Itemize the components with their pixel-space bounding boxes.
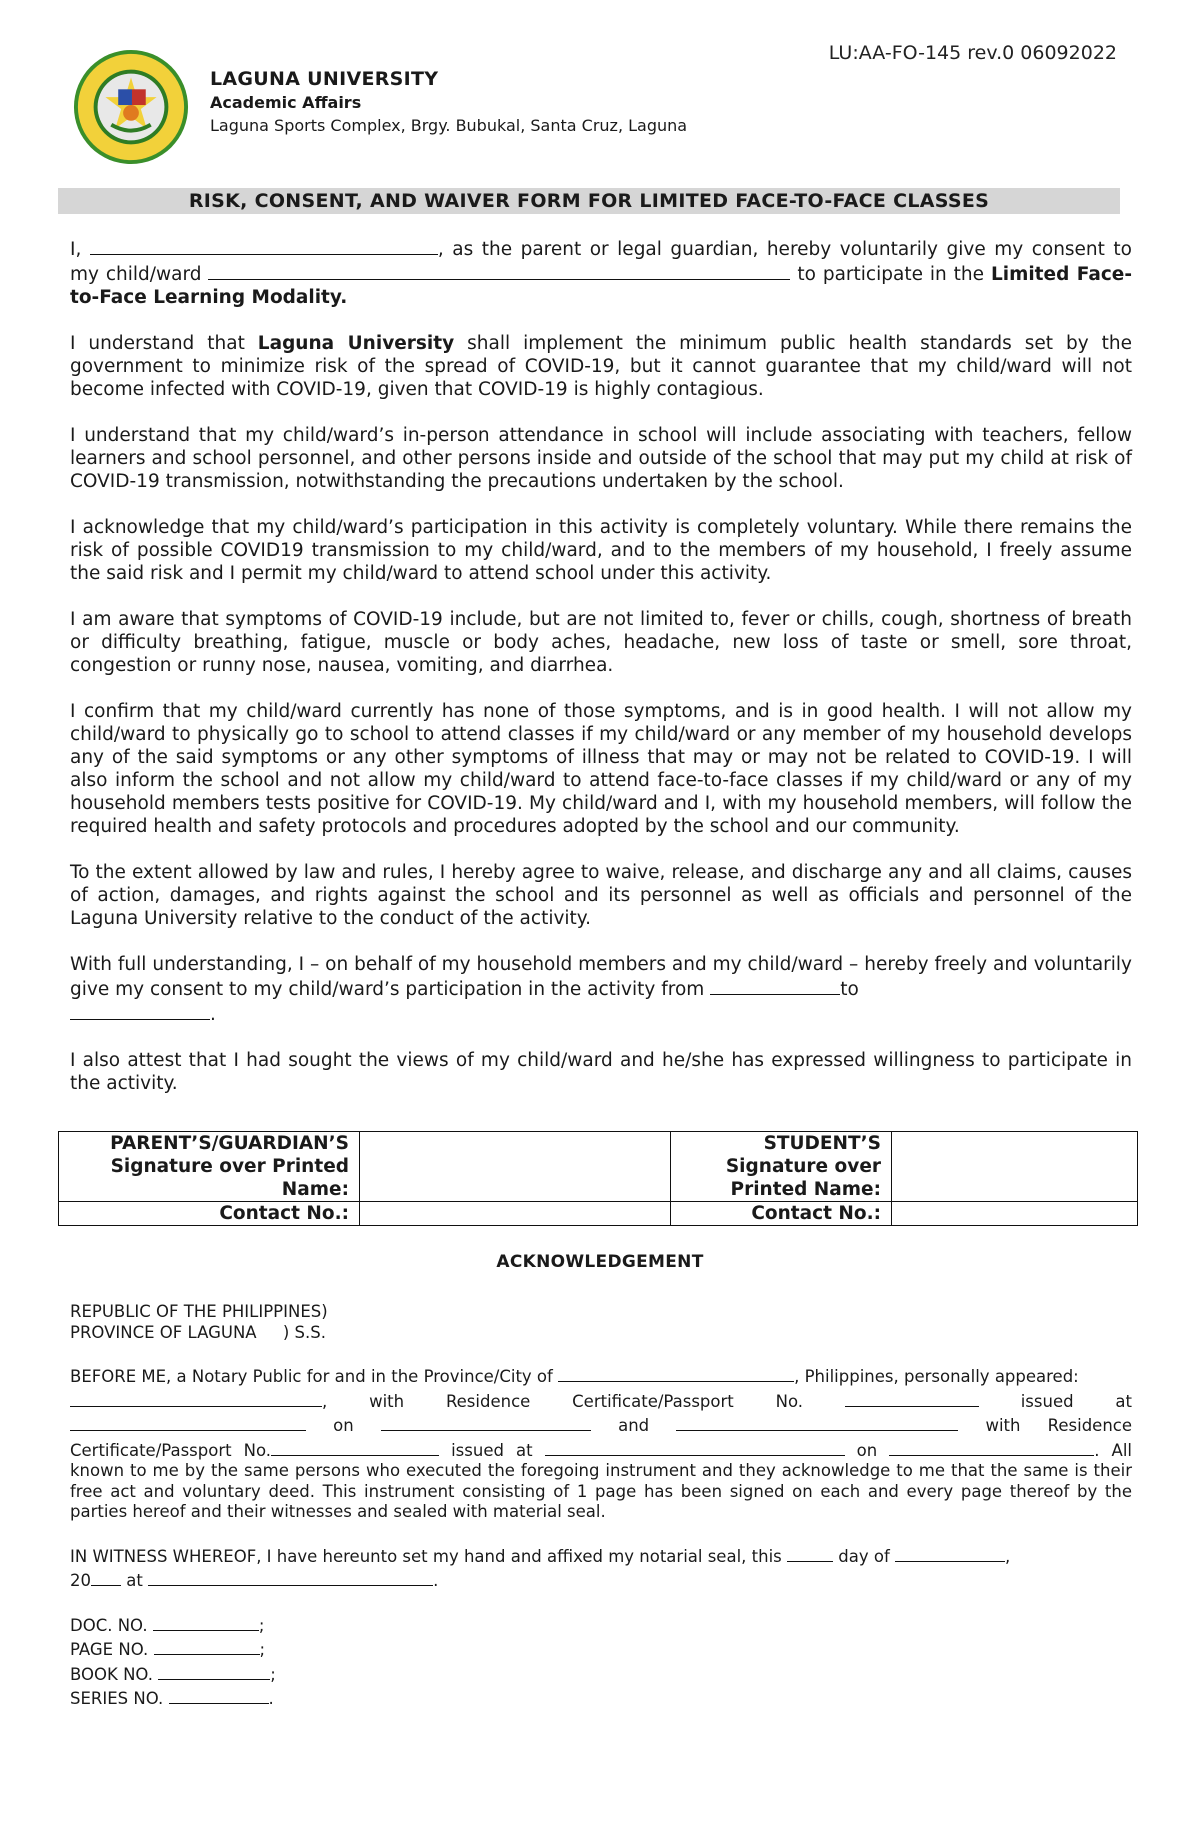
university-address: Laguna Sports Complex, Brgy. Bubukal, Santa Cruz, Laguna — [210, 116, 688, 135]
witness-text: IN WITNESS WHEREOF, I have hereunto set my hand and affixed my notarial seal, this — [70, 1546, 782, 1566]
paragraph-waiver: To the extent allowed by law and rules, I hereby agree to waive, release, and discharge any and all claims, causes of action, damages, and rights against the school and its personnel as well as officials and personnel of the Laguna University relative to the conduct of the activity. — [70, 862, 1132, 929]
university-name: LAGUNA UNIVERSITY — [210, 68, 439, 90]
student-contact-field[interactable] — [892, 1202, 1138, 1226]
text-modality: Limited Face-to-Face Learning Modality. — [70, 264, 1133, 308]
text-participate: to participate in the — [797, 264, 985, 285]
republic-text: REPUBLIC OF THE PHILIPPINES) — [70, 1302, 328, 1321]
issued-date-field-1[interactable] — [381, 1412, 591, 1431]
text-university: Laguna University — [257, 333, 455, 354]
witness-paragraph — [70, 1543, 1132, 1592]
series-no-label: SERIES NO. — [70, 1689, 164, 1708]
with2-text: with — [985, 1416, 1021, 1435]
doc-no-field[interactable] — [153, 1612, 259, 1631]
issued-at-text: issued at — [451, 1440, 533, 1460]
page-no-field[interactable] — [154, 1636, 260, 1655]
witness-end-text: . — [433, 1571, 439, 1590]
notary-section — [70, 1302, 1132, 1710]
text-standards: shall implement the minimum public health standards set by the government to minimize risk of the spread of COVID-19, but it cannot guarantee that my child/ward will not become infected with COVID-19, given that COVID-19 is highly contagious. — [70, 333, 1132, 400]
parent-contact-field[interactable] — [360, 1202, 671, 1226]
date-to-field[interactable] — [70, 1001, 210, 1020]
on-text: on — [333, 1416, 354, 1435]
ss-text: ) S.S. — [282, 1322, 326, 1342]
series-no-field[interactable] — [169, 1685, 269, 1704]
student-contact-label: Contact No.: — [671, 1202, 892, 1226]
residence2-text: Residence — [1047, 1416, 1133, 1435]
book-no-semi: ; — [270, 1664, 276, 1684]
issued-date-field-2[interactable] — [889, 1437, 1094, 1456]
page-no-semi: ; — [259, 1640, 266, 1659]
text-period: . — [210, 1004, 216, 1025]
issued-text: issued — [1020, 1391, 1074, 1411]
parent-signature-label: PARENT’S/GUARDIAN’S Signature over Printed Name: — [59, 1132, 360, 1202]
before-text: BEFORE ME, a Notary Public for and in the Province/City of — [70, 1367, 553, 1386]
consent-paragraph — [70, 236, 1132, 309]
form-code: LU:AA-FO-145 rev.0 06092022 — [828, 42, 1117, 64]
series-no-row — [70, 1685, 1132, 1710]
date-from-field[interactable] — [710, 976, 840, 995]
text-consent: , as the parent or legal guardian, hereby voluntarily give my consent to my child/ward — [70, 239, 1132, 285]
series-no-dot: . — [268, 1689, 274, 1708]
paragraph-public-health — [70, 332, 1132, 401]
witness-place-field[interactable] — [148, 1567, 433, 1586]
province-city-field[interactable] — [558, 1363, 794, 1382]
day-of-text: day of — [838, 1546, 890, 1566]
parent-signature-field[interactable] — [360, 1132, 671, 1202]
no-text: No. — [775, 1391, 804, 1411]
text-full-understanding: With full understanding, I – on behalf of my household members and my child/ward – hereby freely and voluntarily give my consent to my child/ward’s participation in the activity from — [70, 954, 1132, 1000]
at-text: at — [1115, 1391, 1133, 1411]
paragraph-attendance: I understand that my child/ward’s in-person attendance in school will include associating with teachers, fellow learners and school personnel, and other persons inside and outside of the school that may put my child at risk of COVID-19 transmission, notwithstanding the precautions undertaken by the school. — [70, 425, 1132, 492]
paragraph-attest: I also attest that I had sought the views of my child/ward and he/she has expressed willingness to participate in the activity. — [70, 1050, 1132, 1094]
student-signature-field[interactable] — [892, 1132, 1138, 1202]
witness-month-field[interactable] — [895, 1543, 1005, 1562]
on2-text: on — [856, 1440, 878, 1460]
book-no-field[interactable] — [158, 1661, 270, 1680]
page-no-row — [70, 1636, 1132, 1661]
page-no-label: PAGE NO. — [70, 1640, 149, 1659]
book-no-row — [70, 1661, 1132, 1686]
witness-at-text: at — [126, 1571, 143, 1590]
student-signature-label: STUDENT’S Signature over Printed Name: — [671, 1132, 892, 1202]
parent-contact-label: Contact No.: — [59, 1202, 360, 1226]
province-text: PROVINCE OF LAGUNA — [70, 1322, 257, 1342]
second-person-field[interactable] — [676, 1412, 958, 1431]
year-prefix-text: 20 — [70, 1571, 91, 1590]
all-known-text: . All known to me by the same persons who executed the foregoing instrument and they acknowledge to me that the same is their free act and voluntary deed. This instrument consisting of 1 page has been signed on each and every page thereof by the parties hereof and their witnesses and sealed with material seal. — [70, 1440, 1133, 1521]
doc-no-semi: ; — [258, 1615, 265, 1635]
form-body — [70, 236, 1132, 1118]
cert-no-field-2[interactable] — [271, 1437, 439, 1456]
paragraph-symptoms: I am aware that symptoms of COVID-19 include, but are not limited to, fever or chills, cough, shortness of breath or difficulty breathing, fatigue, muscle or body aches, headache, new loss of taste or smell, sore throat, congestion or runny nose, nausea, vomiting, and diarrhea. — [70, 609, 1132, 676]
witness-year-field[interactable] — [91, 1567, 121, 1586]
parent-name-field[interactable] — [90, 236, 438, 255]
child-name-field[interactable] — [208, 261, 790, 280]
acknowledgement-heading: ACKNOWLEDGEMENT — [496, 1252, 704, 1272]
with-text: , with — [322, 1391, 405, 1411]
before-me-paragraph — [70, 1363, 1132, 1523]
seal-icon — [72, 48, 190, 166]
department-name: Academic Affairs — [210, 93, 362, 112]
jurisdiction — [70, 1302, 1132, 1343]
issued-place-field-2[interactable] — [545, 1437, 845, 1456]
doc-no-row — [70, 1612, 1132, 1637]
cert-no-field-1[interactable] — [845, 1388, 979, 1407]
form-title: RISK, CONSENT, AND WAIVER FORM FOR LIMITED FACE-TO-FACE CLASSES — [58, 188, 1120, 214]
cert-no-text: Certificate/Passport No. — [70, 1440, 272, 1460]
witness-day-field[interactable] — [787, 1543, 833, 1562]
residence-text: Residence — [445, 1391, 531, 1411]
university-seal — [72, 48, 190, 166]
docket-block — [70, 1612, 1132, 1710]
book-no-label: BOOK NO. — [70, 1664, 153, 1684]
and-text: and — [618, 1416, 650, 1435]
appeared-person-field[interactable] — [70, 1388, 322, 1407]
letterhead — [210, 68, 687, 135]
paragraph-voluntary: I acknowledge that my child/ward’s participation in this activity is completely voluntary. While there remains the risk of possible COVID19 transmission to my child/ward, and to the members of my household, I freely assume the said risk and I permit my child/ward to attend school under this activity. — [70, 517, 1132, 584]
issued-place-field-1[interactable] — [70, 1412, 306, 1431]
signature-table — [58, 1131, 1138, 1226]
comma-text: , — [1005, 1546, 1011, 1566]
doc-no-label: DOC. NO. — [70, 1615, 148, 1635]
text-understand: I understand that — [70, 333, 245, 354]
paragraph-confirm: I confirm that my child/ward currently has none of those symptoms, and is in good health. I will not allow my child/ward to physically go to school to attend classes if my child/ward or any member of my household develops any of the said symptoms or any other symptoms of illness that may or may not be related to COVID-19. I will also inform the school and not allow my child/ward to attend face-to-face classes if my child/ward or any of my household members tests positive for COVID-19. My child/ward and I, with my household members, will follow the required health and safety protocols and procedures adopted by the school and our community. — [70, 701, 1132, 837]
text-i: I, — [70, 239, 82, 260]
cert-text: Certificate/Passport — [572, 1391, 734, 1411]
appeared-text: , Philippines, personally appeared: — [794, 1367, 1079, 1386]
text-to: to — [840, 979, 859, 1000]
paragraph-full-understanding — [70, 953, 1132, 1026]
